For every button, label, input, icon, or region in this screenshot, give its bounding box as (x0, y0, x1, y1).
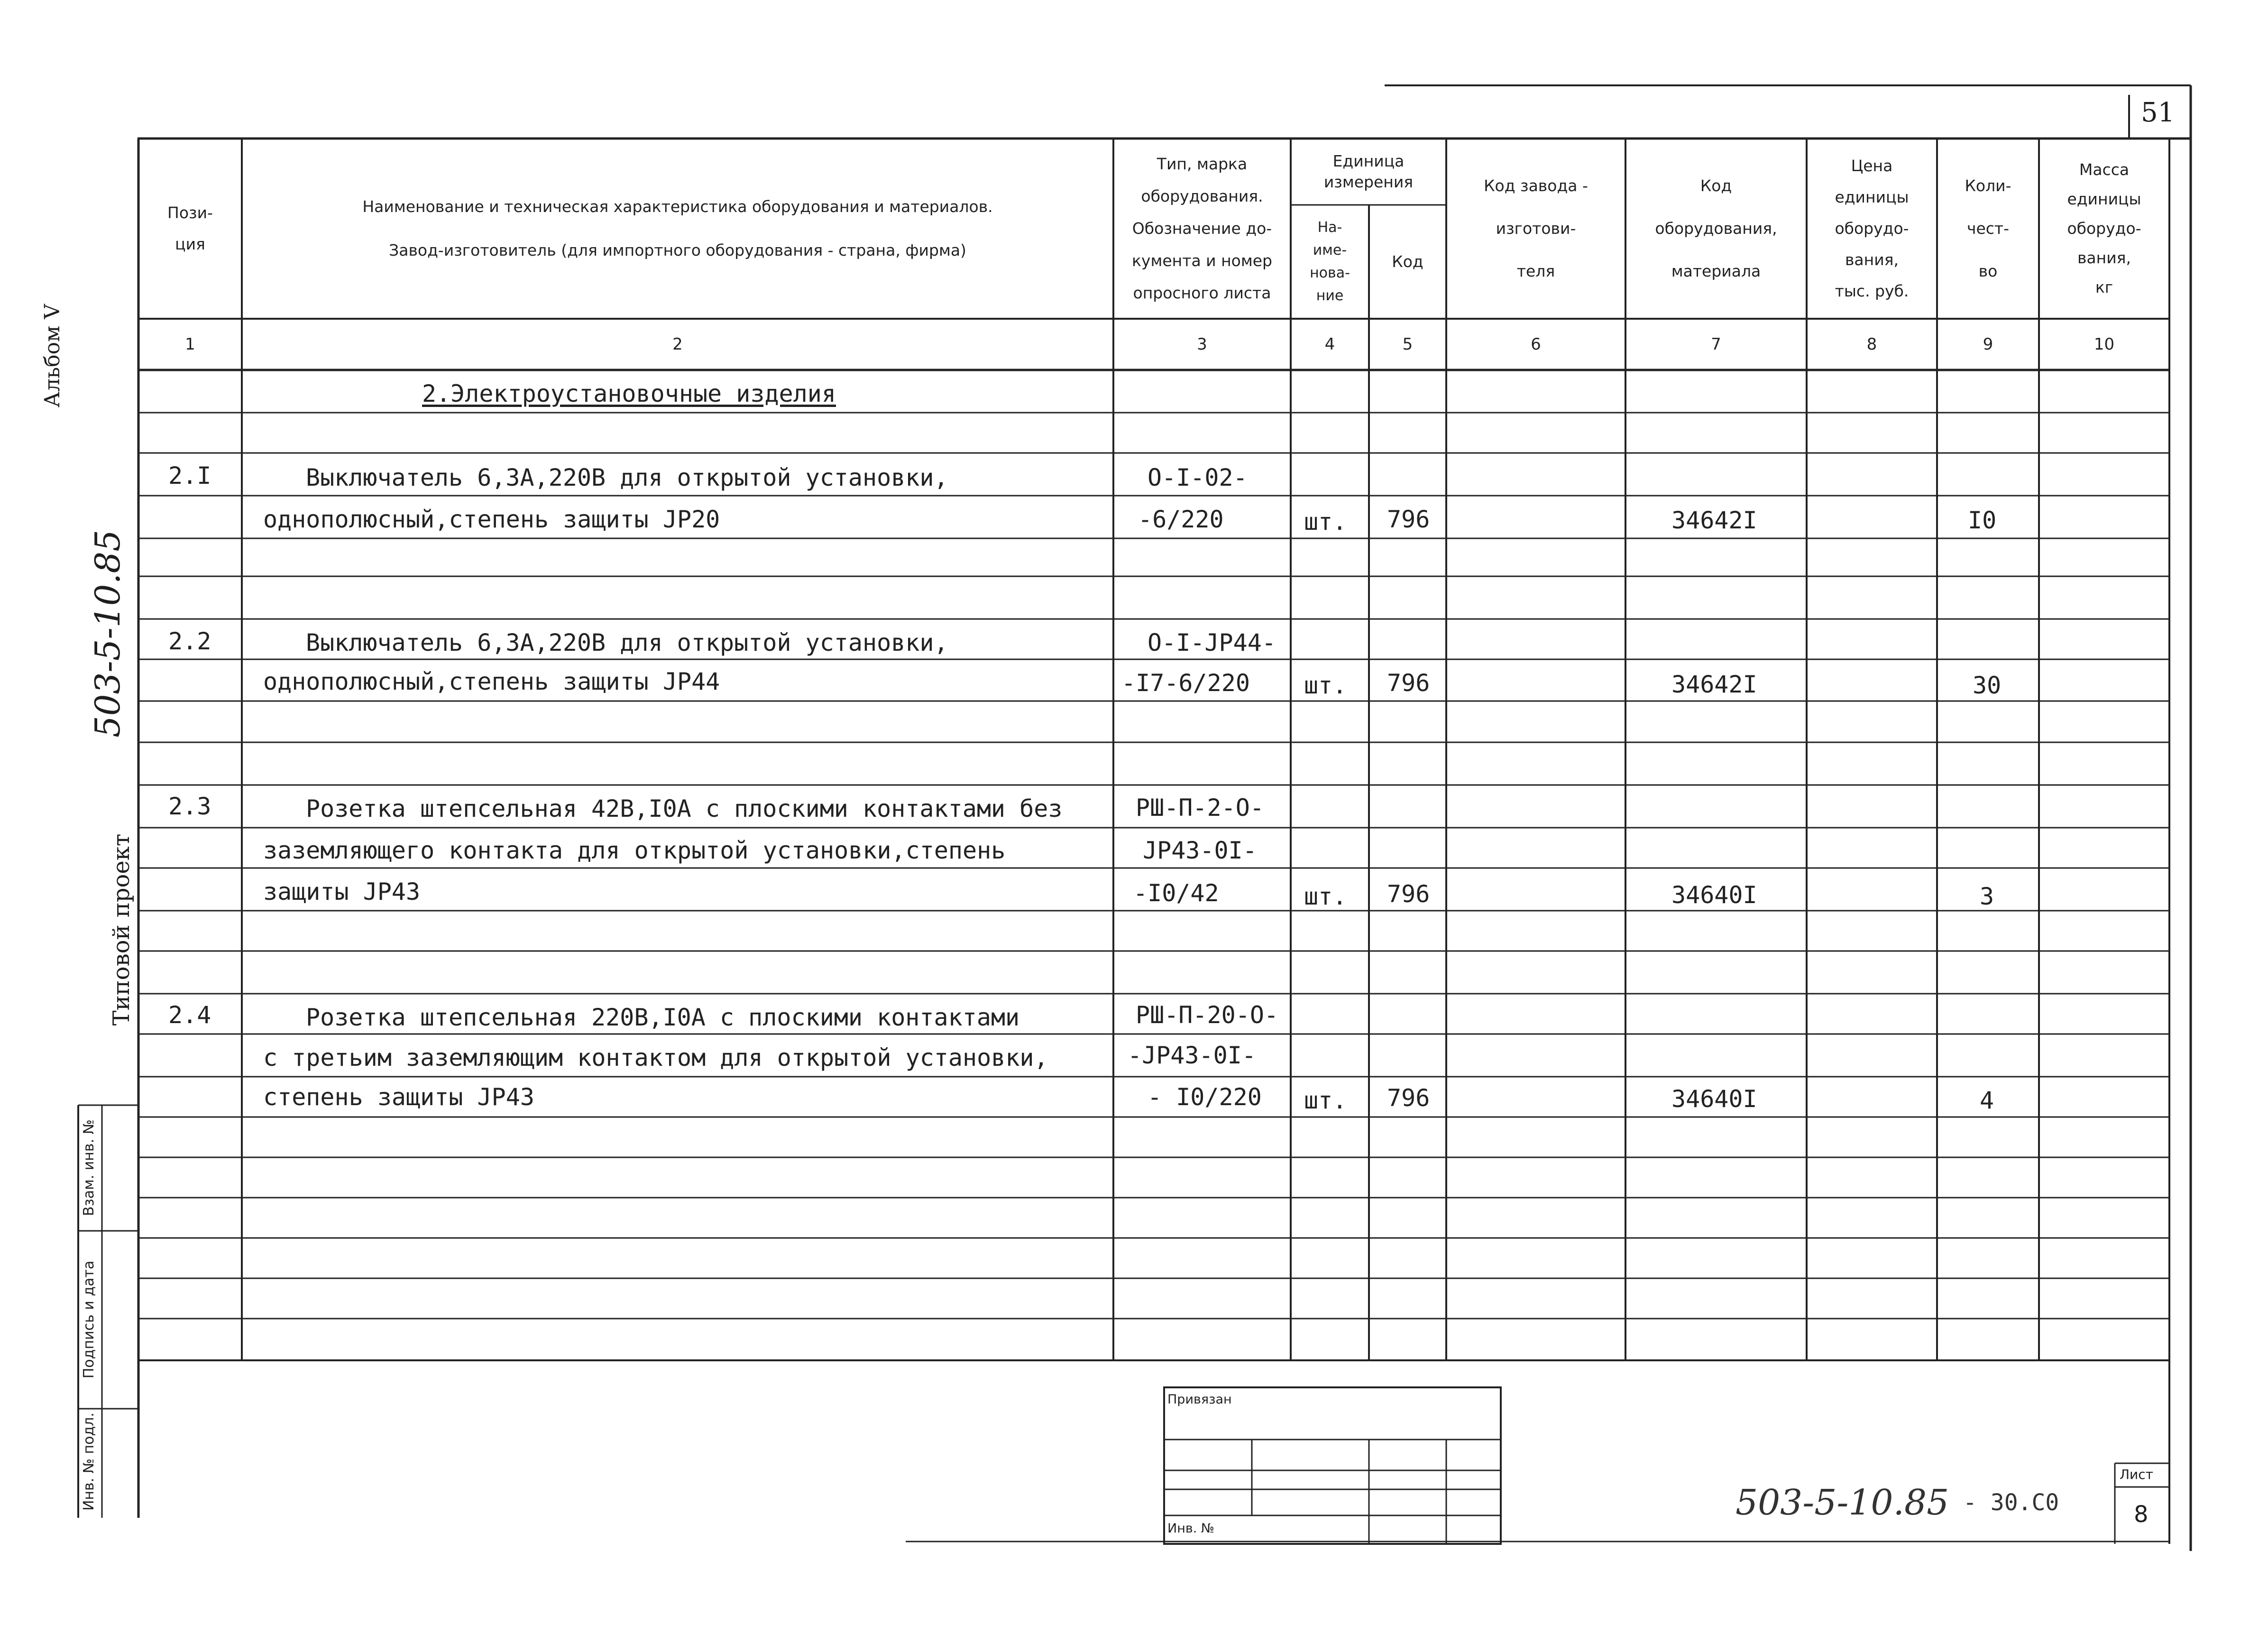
item-position: 2.4 (168, 1001, 211, 1029)
item-name-line: степень защиты JP43 (263, 1083, 534, 1111)
item-type-line: JP43-0I- (1143, 837, 1257, 864)
column-number: 9 (1983, 335, 1993, 354)
item-name-line: однополюсный,степень защиты JP20 (263, 506, 720, 533)
item-name-line: Розетка штепсельная 42В,I0А с плоскими контактами без (306, 795, 1063, 822)
sign-date-label: Подпись и дата (81, 1260, 97, 1379)
item-quantity: 4 (1980, 1087, 1994, 1114)
header-type: Тип, марка оборудования. Обозначение до- кумента и номер опросного листа (1131, 155, 1273, 302)
item-name-line: с третьим заземляющим контактом для открытой установки, (263, 1044, 1048, 1071)
sheet-label: Лист (2120, 1467, 2153, 1482)
header-name: Наименование и техническая характеристика оборудования и материалов. Завод-изготовитель (для импортного оборудования - страна, фирма) (362, 197, 993, 259)
item-name-line: Выключатель 6,3А,220В для открытой установки, (306, 464, 948, 491)
item-quantity: 3 (1980, 883, 1994, 910)
header-material-code: Код оборудования, материала (1655, 176, 1777, 280)
item-unit: шт. (1304, 508, 1347, 536)
item-material-code: 34640I (1671, 881, 1757, 909)
sheet-number: 8 (2134, 1501, 2149, 1528)
header-position: Пози- ция (167, 203, 213, 253)
item-quantity: 30 (1973, 672, 2002, 699)
original-inv-label: Инв. № подл. (81, 1413, 97, 1511)
item-unit: шт. (1304, 672, 1347, 699)
column-number: 3 (1197, 335, 1207, 354)
header-unit-code: Код (1392, 252, 1423, 271)
replace-inv-label: Взам. инв. № (81, 1119, 97, 1216)
item-position: 2.I (168, 462, 211, 489)
item-name-line: защиты JP43 (263, 878, 421, 905)
item-unit: шт. (1304, 1087, 1347, 1114)
column-number: 2 (672, 335, 683, 354)
column-number: 6 (1531, 335, 1541, 354)
page-number: 51 (2141, 97, 2175, 128)
header-unit-price: Цена единицы оборудо- вания, тыс. руб. (1835, 157, 1909, 300)
item-name-line: заземляющего контакта для открытой установки,степень (263, 837, 1006, 864)
item-unit-code: 796 (1387, 1084, 1430, 1112)
document-code: 503-5-10.85 (1735, 1482, 1949, 1523)
header-factory-code: Код завода - изготови- теля (1484, 176, 1588, 280)
item-material-code: 34642I (1671, 671, 1757, 698)
item-type-line: -I0/42 (1133, 879, 1219, 907)
item-unit-code: 796 (1387, 880, 1430, 908)
item-type-line: -JP43-0I- (1128, 1042, 1256, 1069)
item-name-line: Выключатель 6,3А,220В для открытой установки, (306, 629, 948, 656)
column-number: 1 (185, 335, 195, 354)
item-unit: шт. (1304, 883, 1347, 910)
side-project-code: 503-5-10.85 (88, 529, 128, 738)
attached-label: Привязан (1167, 1392, 1232, 1407)
header-unit-name: На- име- нова- ние (1310, 219, 1350, 304)
header-unit-mass: Масса единицы оборудо- вания, кг (2067, 160, 2141, 296)
header-quantity: Коли- чест- во (1965, 176, 2011, 280)
item-name-line: Розетка штепсельная 220В,I0А с плоскими контактами (306, 1004, 1020, 1031)
column-number: 7 (1711, 335, 1721, 354)
item-type-line: -I7-6/220 (1121, 669, 1250, 697)
column-number: 10 (2094, 335, 2115, 354)
item-unit-code: 796 (1387, 506, 1430, 533)
column-number: 8 (1866, 335, 1877, 354)
item-position: 2.2 (168, 628, 211, 655)
item-type-line: О-I-JP44- (1148, 629, 1276, 656)
item-material-code: 34642I (1671, 507, 1757, 534)
album-label: Альбом V (40, 304, 64, 408)
item-position: 2.3 (168, 793, 211, 820)
column-number: 5 (1402, 335, 1413, 354)
item-type-line: РШ-П-2-О- (1136, 794, 1264, 822)
item-quantity: I0 (1968, 507, 1997, 534)
item-name-line: однополюсный,степень защиты JP44 (263, 668, 720, 695)
document-suffix: - 30.С0 (1963, 1489, 2059, 1516)
item-material-code: 34640I (1671, 1085, 1757, 1113)
item-type-line: О-I-02- (1148, 464, 1248, 491)
item-type-line: -6/220 (1138, 506, 1224, 533)
column-number: 4 (1324, 335, 1335, 354)
item-unit-code: 796 (1387, 669, 1430, 697)
item-type-line: РШ-П-20-О- (1136, 1001, 1279, 1029)
typical-project-label: Типовой проект (108, 833, 135, 1026)
inv-number-label: Инв. № (1167, 1521, 1215, 1536)
section-title: 2.Электроустановочные изделия (422, 380, 836, 407)
item-type-line: - I0/220 (1148, 1083, 1262, 1111)
header-unit-group: Единица измерения (1323, 152, 1414, 191)
